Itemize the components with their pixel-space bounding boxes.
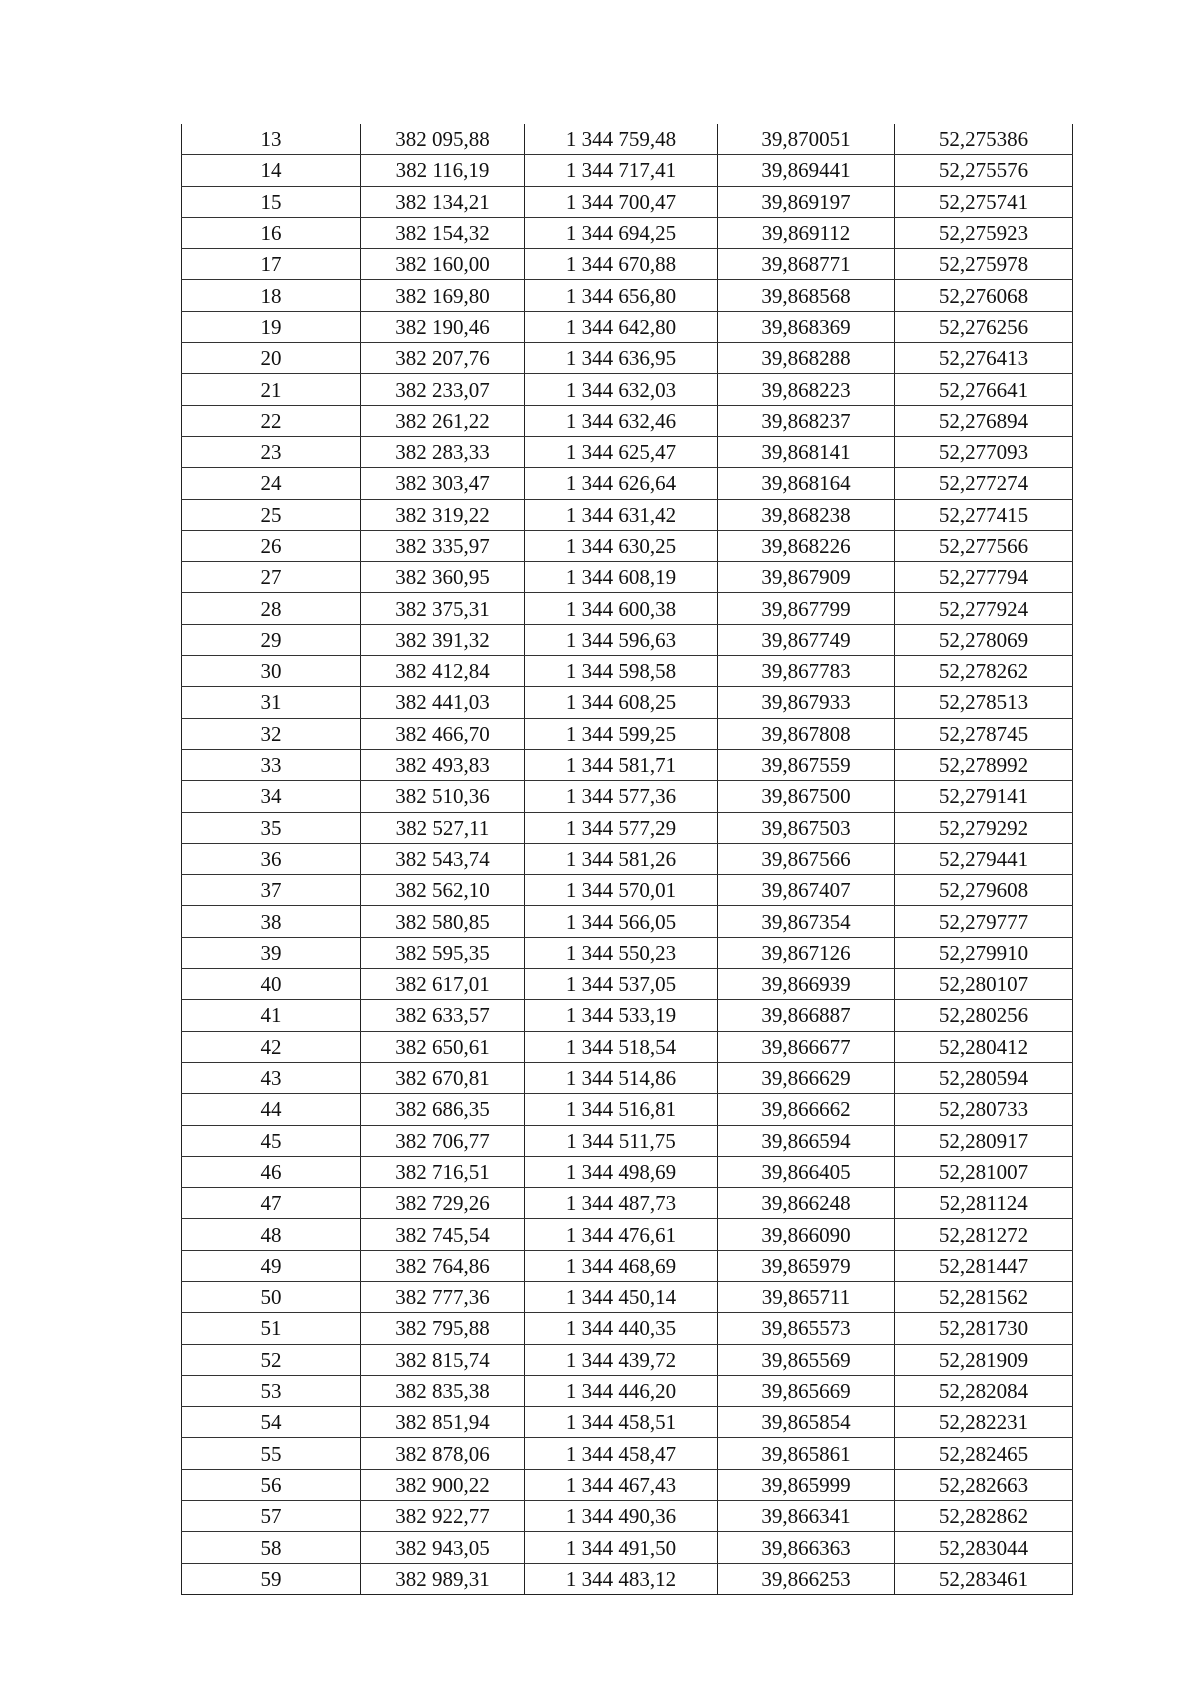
table-row xyxy=(182,468,1073,499)
y-coordinate-cell: 1 344 550,23 xyxy=(525,937,718,968)
point-number-cell: 37 xyxy=(182,875,361,906)
y-coordinate-cell: 1 344 759,48 xyxy=(525,124,718,155)
point-number-cell: 19 xyxy=(182,311,361,342)
x-coordinate-cell: 382 562,10 xyxy=(361,875,525,906)
point-number-cell: 39 xyxy=(182,937,361,968)
y-coordinate-cell: 1 344 670,88 xyxy=(525,249,718,280)
latitude-cell: 52,279777 xyxy=(895,906,1073,937)
x-coordinate-cell: 382 795,88 xyxy=(361,1313,525,1344)
latitude-cell: 52,278745 xyxy=(895,718,1073,749)
y-coordinate-cell: 1 344 483,12 xyxy=(525,1563,718,1594)
point-number-cell: 13 xyxy=(182,124,361,155)
latitude-cell: 52,276413 xyxy=(895,343,1073,374)
latitude-cell: 52,280256 xyxy=(895,1000,1073,1031)
x-coordinate-cell: 382 543,74 xyxy=(361,843,525,874)
x-coordinate-cell: 382 441,03 xyxy=(361,687,525,718)
y-coordinate-cell: 1 344 570,01 xyxy=(525,875,718,906)
table-row xyxy=(182,1156,1073,1187)
x-coordinate-cell: 382 650,61 xyxy=(361,1031,525,1062)
x-coordinate-cell: 382 989,31 xyxy=(361,1563,525,1594)
y-coordinate-cell: 1 344 514,86 xyxy=(525,1062,718,1093)
point-number-cell: 27 xyxy=(182,562,361,593)
x-coordinate-cell: 382 319,22 xyxy=(361,499,525,530)
y-coordinate-cell: 1 344 598,58 xyxy=(525,656,718,687)
longitude-cell: 39,868237 xyxy=(718,405,895,436)
x-coordinate-cell: 382 815,74 xyxy=(361,1344,525,1375)
longitude-cell: 39,869441 xyxy=(718,155,895,186)
table-row xyxy=(182,311,1073,342)
longitude-cell: 39,870051 xyxy=(718,124,895,155)
x-coordinate-cell: 382 716,51 xyxy=(361,1156,525,1187)
y-coordinate-cell: 1 344 630,25 xyxy=(525,530,718,561)
point-number-cell: 23 xyxy=(182,436,361,467)
x-coordinate-cell: 382 745,54 xyxy=(361,1219,525,1250)
point-number-cell: 28 xyxy=(182,593,361,624)
latitude-cell: 52,280107 xyxy=(895,969,1073,1000)
x-coordinate-cell: 382 335,97 xyxy=(361,530,525,561)
point-number-cell: 29 xyxy=(182,624,361,655)
y-coordinate-cell: 1 344 487,73 xyxy=(525,1188,718,1219)
latitude-cell: 52,277566 xyxy=(895,530,1073,561)
latitude-cell: 52,277794 xyxy=(895,562,1073,593)
point-number-cell: 52 xyxy=(182,1344,361,1375)
latitude-cell: 52,278262 xyxy=(895,656,1073,687)
latitude-cell: 52,281272 xyxy=(895,1219,1073,1250)
latitude-cell: 52,275386 xyxy=(895,124,1073,155)
point-number-cell: 44 xyxy=(182,1094,361,1125)
longitude-cell: 39,866662 xyxy=(718,1094,895,1125)
latitude-cell: 52,283044 xyxy=(895,1532,1073,1563)
y-coordinate-cell: 1 344 516,81 xyxy=(525,1094,718,1125)
table-row xyxy=(182,1407,1073,1438)
longitude-cell: 39,865854 xyxy=(718,1407,895,1438)
table-row xyxy=(182,1469,1073,1500)
table-row xyxy=(182,1000,1073,1031)
latitude-cell: 52,275923 xyxy=(895,217,1073,248)
x-coordinate-cell: 382 375,31 xyxy=(361,593,525,624)
y-coordinate-cell: 1 344 533,19 xyxy=(525,1000,718,1031)
longitude-cell: 39,867354 xyxy=(718,906,895,937)
latitude-cell: 52,280733 xyxy=(895,1094,1073,1125)
latitude-cell: 52,277924 xyxy=(895,593,1073,624)
table-row xyxy=(182,656,1073,687)
x-coordinate-cell: 382 835,38 xyxy=(361,1375,525,1406)
table-row xyxy=(182,781,1073,812)
point-number-cell: 53 xyxy=(182,1375,361,1406)
table-row xyxy=(182,186,1073,217)
table-row xyxy=(182,343,1073,374)
table-row xyxy=(182,217,1073,248)
y-coordinate-cell: 1 344 450,14 xyxy=(525,1281,718,1312)
longitude-cell: 39,867749 xyxy=(718,624,895,655)
y-coordinate-cell: 1 344 608,25 xyxy=(525,687,718,718)
point-number-cell: 32 xyxy=(182,718,361,749)
longitude-cell: 39,865711 xyxy=(718,1281,895,1312)
longitude-cell: 39,866363 xyxy=(718,1532,895,1563)
longitude-cell: 39,867933 xyxy=(718,687,895,718)
point-number-cell: 35 xyxy=(182,812,361,843)
point-number-cell: 17 xyxy=(182,249,361,280)
latitude-cell: 52,280917 xyxy=(895,1125,1073,1156)
point-number-cell: 24 xyxy=(182,468,361,499)
x-coordinate-cell: 382 493,83 xyxy=(361,749,525,780)
x-coordinate-cell: 382 160,00 xyxy=(361,249,525,280)
x-coordinate-cell: 382 617,01 xyxy=(361,969,525,1000)
longitude-cell: 39,866677 xyxy=(718,1031,895,1062)
y-coordinate-cell: 1 344 600,38 xyxy=(525,593,718,624)
latitude-cell: 52,282465 xyxy=(895,1438,1073,1469)
longitude-cell: 39,868238 xyxy=(718,499,895,530)
y-coordinate-cell: 1 344 581,71 xyxy=(525,749,718,780)
table-row xyxy=(182,1094,1073,1125)
table-row xyxy=(182,1250,1073,1281)
x-coordinate-cell: 382 233,07 xyxy=(361,374,525,405)
x-coordinate-cell: 382 466,70 xyxy=(361,718,525,749)
x-coordinate-cell: 382 190,46 xyxy=(361,311,525,342)
latitude-cell: 52,277274 xyxy=(895,468,1073,499)
y-coordinate-cell: 1 344 468,69 xyxy=(525,1250,718,1281)
longitude-cell: 39,866253 xyxy=(718,1563,895,1594)
point-number-cell: 41 xyxy=(182,1000,361,1031)
x-coordinate-cell: 382 261,22 xyxy=(361,405,525,436)
point-number-cell: 26 xyxy=(182,530,361,561)
x-coordinate-cell: 382 527,11 xyxy=(361,812,525,843)
y-coordinate-cell: 1 344 511,75 xyxy=(525,1125,718,1156)
y-coordinate-cell: 1 344 581,26 xyxy=(525,843,718,874)
y-coordinate-cell: 1 344 476,61 xyxy=(525,1219,718,1250)
x-coordinate-cell: 382 095,88 xyxy=(361,124,525,155)
x-coordinate-cell: 382 116,19 xyxy=(361,155,525,186)
table-row xyxy=(182,530,1073,561)
y-coordinate-cell: 1 344 577,36 xyxy=(525,781,718,812)
longitude-cell: 39,867799 xyxy=(718,593,895,624)
longitude-cell: 39,866248 xyxy=(718,1188,895,1219)
x-coordinate-cell: 382 878,06 xyxy=(361,1438,525,1469)
y-coordinate-cell: 1 344 537,05 xyxy=(525,969,718,1000)
x-coordinate-cell: 382 900,22 xyxy=(361,1469,525,1500)
point-number-cell: 34 xyxy=(182,781,361,812)
table-row xyxy=(182,1281,1073,1312)
point-number-cell: 16 xyxy=(182,217,361,248)
table-row xyxy=(182,155,1073,186)
latitude-cell: 52,281447 xyxy=(895,1250,1073,1281)
table-row xyxy=(182,1501,1073,1532)
longitude-cell: 39,865861 xyxy=(718,1438,895,1469)
point-number-cell: 30 xyxy=(182,656,361,687)
table-row xyxy=(182,436,1073,467)
x-coordinate-cell: 382 729,26 xyxy=(361,1188,525,1219)
point-number-cell: 40 xyxy=(182,969,361,1000)
y-coordinate-cell: 1 344 631,42 xyxy=(525,499,718,530)
x-coordinate-cell: 382 922,77 xyxy=(361,1501,525,1532)
table-row xyxy=(182,1375,1073,1406)
longitude-cell: 39,867559 xyxy=(718,749,895,780)
y-coordinate-cell: 1 344 467,43 xyxy=(525,1469,718,1500)
latitude-cell: 52,279292 xyxy=(895,812,1073,843)
x-coordinate-cell: 382 777,36 xyxy=(361,1281,525,1312)
y-coordinate-cell: 1 344 599,25 xyxy=(525,718,718,749)
y-coordinate-cell: 1 344 446,20 xyxy=(525,1375,718,1406)
table-row xyxy=(182,1188,1073,1219)
latitude-cell: 52,275978 xyxy=(895,249,1073,280)
longitude-cell: 39,866629 xyxy=(718,1062,895,1093)
point-number-cell: 25 xyxy=(182,499,361,530)
table-row xyxy=(182,1031,1073,1062)
table-row xyxy=(182,593,1073,624)
point-number-cell: 49 xyxy=(182,1250,361,1281)
latitude-cell: 52,275576 xyxy=(895,155,1073,186)
table-row xyxy=(182,875,1073,906)
coordinates-table-body xyxy=(182,124,1073,1594)
y-coordinate-cell: 1 344 458,47 xyxy=(525,1438,718,1469)
x-coordinate-cell: 382 764,86 xyxy=(361,1250,525,1281)
longitude-cell: 39,868369 xyxy=(718,311,895,342)
y-coordinate-cell: 1 344 642,80 xyxy=(525,311,718,342)
point-number-cell: 15 xyxy=(182,186,361,217)
y-coordinate-cell: 1 344 656,80 xyxy=(525,280,718,311)
x-coordinate-cell: 382 283,33 xyxy=(361,436,525,467)
point-number-cell: 42 xyxy=(182,1031,361,1062)
y-coordinate-cell: 1 344 439,72 xyxy=(525,1344,718,1375)
table-row xyxy=(182,1438,1073,1469)
y-coordinate-cell: 1 344 490,36 xyxy=(525,1501,718,1532)
latitude-cell: 52,282084 xyxy=(895,1375,1073,1406)
longitude-cell: 39,868288 xyxy=(718,343,895,374)
longitude-cell: 39,868568 xyxy=(718,280,895,311)
longitude-cell: 39,868141 xyxy=(718,436,895,467)
longitude-cell: 39,868223 xyxy=(718,374,895,405)
point-number-cell: 54 xyxy=(182,1407,361,1438)
latitude-cell: 52,277415 xyxy=(895,499,1073,530)
table-row xyxy=(182,749,1073,780)
point-number-cell: 59 xyxy=(182,1563,361,1594)
x-coordinate-cell: 382 686,35 xyxy=(361,1094,525,1125)
latitude-cell: 52,282862 xyxy=(895,1501,1073,1532)
table-row xyxy=(182,1532,1073,1563)
table-row xyxy=(182,1125,1073,1156)
table-row xyxy=(182,1219,1073,1250)
longitude-cell: 39,866405 xyxy=(718,1156,895,1187)
point-number-cell: 22 xyxy=(182,405,361,436)
latitude-cell: 52,280412 xyxy=(895,1031,1073,1062)
longitude-cell: 39,867808 xyxy=(718,718,895,749)
longitude-cell: 39,865573 xyxy=(718,1313,895,1344)
table-row xyxy=(182,624,1073,655)
longitude-cell: 39,865979 xyxy=(718,1250,895,1281)
table-row xyxy=(182,843,1073,874)
x-coordinate-cell: 382 134,21 xyxy=(361,186,525,217)
latitude-cell: 52,281124 xyxy=(895,1188,1073,1219)
latitude-cell: 52,283461 xyxy=(895,1563,1073,1594)
longitude-cell: 39,869197 xyxy=(718,186,895,217)
latitude-cell: 52,276894 xyxy=(895,405,1073,436)
longitude-cell: 39,867407 xyxy=(718,875,895,906)
x-coordinate-cell: 382 595,35 xyxy=(361,937,525,968)
point-number-cell: 48 xyxy=(182,1219,361,1250)
longitude-cell: 39,865669 xyxy=(718,1375,895,1406)
y-coordinate-cell: 1 344 632,03 xyxy=(525,374,718,405)
table-row xyxy=(182,812,1073,843)
point-number-cell: 56 xyxy=(182,1469,361,1500)
latitude-cell: 52,279441 xyxy=(895,843,1073,874)
y-coordinate-cell: 1 344 566,05 xyxy=(525,906,718,937)
latitude-cell: 52,279608 xyxy=(895,875,1073,906)
x-coordinate-cell: 382 943,05 xyxy=(361,1532,525,1563)
point-number-cell: 20 xyxy=(182,343,361,374)
point-number-cell: 58 xyxy=(182,1532,361,1563)
table-row xyxy=(182,405,1073,436)
latitude-cell: 52,278992 xyxy=(895,749,1073,780)
point-number-cell: 45 xyxy=(182,1125,361,1156)
x-coordinate-cell: 382 510,36 xyxy=(361,781,525,812)
latitude-cell: 52,278069 xyxy=(895,624,1073,655)
table-row xyxy=(182,1062,1073,1093)
x-coordinate-cell: 382 169,80 xyxy=(361,280,525,311)
x-coordinate-cell: 382 706,77 xyxy=(361,1125,525,1156)
table-row xyxy=(182,249,1073,280)
table-row xyxy=(182,1344,1073,1375)
point-number-cell: 14 xyxy=(182,155,361,186)
table-row xyxy=(182,969,1073,1000)
point-number-cell: 57 xyxy=(182,1501,361,1532)
y-coordinate-cell: 1 344 632,46 xyxy=(525,405,718,436)
longitude-cell: 39,865569 xyxy=(718,1344,895,1375)
longitude-cell: 39,865999 xyxy=(718,1469,895,1500)
y-coordinate-cell: 1 344 518,54 xyxy=(525,1031,718,1062)
y-coordinate-cell: 1 344 694,25 xyxy=(525,217,718,248)
longitude-cell: 39,869112 xyxy=(718,217,895,248)
latitude-cell: 52,278513 xyxy=(895,687,1073,718)
point-number-cell: 51 xyxy=(182,1313,361,1344)
y-coordinate-cell: 1 344 440,35 xyxy=(525,1313,718,1344)
longitude-cell: 39,867783 xyxy=(718,656,895,687)
y-coordinate-cell: 1 344 717,41 xyxy=(525,155,718,186)
y-coordinate-cell: 1 344 491,50 xyxy=(525,1532,718,1563)
point-number-cell: 46 xyxy=(182,1156,361,1187)
x-coordinate-cell: 382 391,32 xyxy=(361,624,525,655)
y-coordinate-cell: 1 344 498,69 xyxy=(525,1156,718,1187)
x-coordinate-cell: 382 303,47 xyxy=(361,468,525,499)
point-number-cell: 50 xyxy=(182,1281,361,1312)
latitude-cell: 52,282231 xyxy=(895,1407,1073,1438)
table-row xyxy=(182,562,1073,593)
y-coordinate-cell: 1 344 596,63 xyxy=(525,624,718,655)
point-number-cell: 21 xyxy=(182,374,361,405)
x-coordinate-cell: 382 154,32 xyxy=(361,217,525,248)
latitude-cell: 52,281909 xyxy=(895,1344,1073,1375)
longitude-cell: 39,868771 xyxy=(718,249,895,280)
point-number-cell: 47 xyxy=(182,1188,361,1219)
table-row xyxy=(182,499,1073,530)
x-coordinate-cell: 382 580,85 xyxy=(361,906,525,937)
x-coordinate-cell: 382 412,84 xyxy=(361,656,525,687)
table-row xyxy=(182,687,1073,718)
y-coordinate-cell: 1 344 608,19 xyxy=(525,562,718,593)
x-coordinate-cell: 382 360,95 xyxy=(361,562,525,593)
longitude-cell: 39,867503 xyxy=(718,812,895,843)
y-coordinate-cell: 1 344 458,51 xyxy=(525,1407,718,1438)
coordinates-table xyxy=(181,124,1073,1595)
longitude-cell: 39,867566 xyxy=(718,843,895,874)
table-row xyxy=(182,124,1073,155)
latitude-cell: 52,281562 xyxy=(895,1281,1073,1312)
x-coordinate-cell: 382 207,76 xyxy=(361,343,525,374)
latitude-cell: 52,276641 xyxy=(895,374,1073,405)
x-coordinate-cell: 382 670,81 xyxy=(361,1062,525,1093)
latitude-cell: 52,280594 xyxy=(895,1062,1073,1093)
x-coordinate-cell: 382 851,94 xyxy=(361,1407,525,1438)
y-coordinate-cell: 1 344 625,47 xyxy=(525,436,718,467)
longitude-cell: 39,866939 xyxy=(718,969,895,1000)
longitude-cell: 39,866594 xyxy=(718,1125,895,1156)
table-row xyxy=(182,906,1073,937)
longitude-cell: 39,867909 xyxy=(718,562,895,593)
longitude-cell: 39,868226 xyxy=(718,530,895,561)
latitude-cell: 52,276068 xyxy=(895,280,1073,311)
latitude-cell: 52,281730 xyxy=(895,1313,1073,1344)
point-number-cell: 31 xyxy=(182,687,361,718)
longitude-cell: 39,866090 xyxy=(718,1219,895,1250)
table-row xyxy=(182,1313,1073,1344)
longitude-cell: 39,868164 xyxy=(718,468,895,499)
table-row xyxy=(182,937,1073,968)
latitude-cell: 52,282663 xyxy=(895,1469,1073,1500)
point-number-cell: 33 xyxy=(182,749,361,780)
y-coordinate-cell: 1 344 626,64 xyxy=(525,468,718,499)
table-row xyxy=(182,374,1073,405)
y-coordinate-cell: 1 344 577,29 xyxy=(525,812,718,843)
x-coordinate-cell: 382 633,57 xyxy=(361,1000,525,1031)
latitude-cell: 52,277093 xyxy=(895,436,1073,467)
point-number-cell: 43 xyxy=(182,1062,361,1093)
table-row xyxy=(182,718,1073,749)
point-number-cell: 18 xyxy=(182,280,361,311)
y-coordinate-cell: 1 344 636,95 xyxy=(525,343,718,374)
longitude-cell: 39,867500 xyxy=(718,781,895,812)
longitude-cell: 39,866887 xyxy=(718,1000,895,1031)
longitude-cell: 39,866341 xyxy=(718,1501,895,1532)
latitude-cell: 52,279910 xyxy=(895,937,1073,968)
point-number-cell: 55 xyxy=(182,1438,361,1469)
longitude-cell: 39,867126 xyxy=(718,937,895,968)
table-row xyxy=(182,1563,1073,1594)
table-row xyxy=(182,280,1073,311)
latitude-cell: 52,279141 xyxy=(895,781,1073,812)
latitude-cell: 52,281007 xyxy=(895,1156,1073,1187)
y-coordinate-cell: 1 344 700,47 xyxy=(525,186,718,217)
point-number-cell: 38 xyxy=(182,906,361,937)
latitude-cell: 52,276256 xyxy=(895,311,1073,342)
latitude-cell: 52,275741 xyxy=(895,186,1073,217)
point-number-cell: 36 xyxy=(182,843,361,874)
